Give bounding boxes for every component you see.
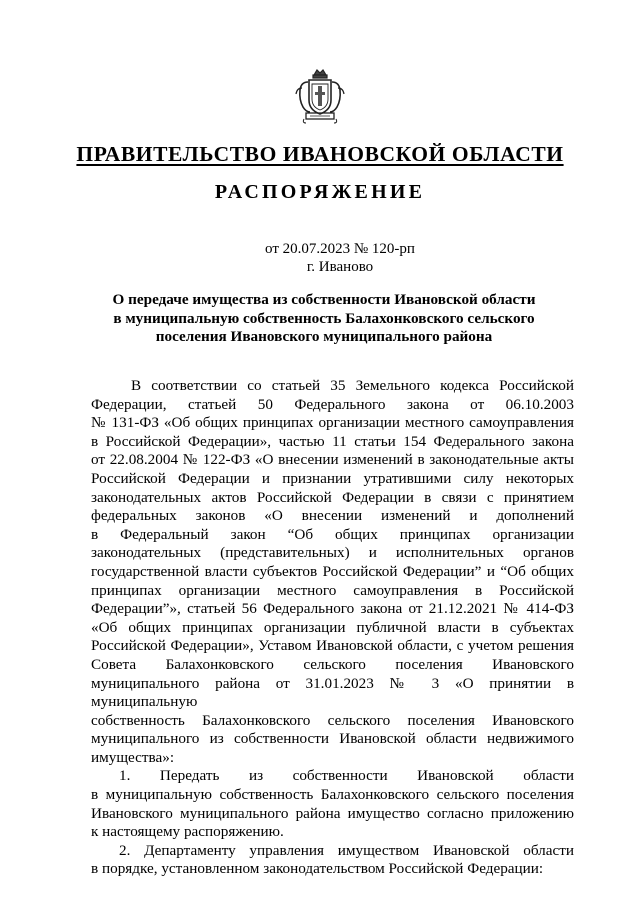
document-body — [91, 377, 574, 879]
body-line: 2. Департаменту управления имуществом Ивановской области — [119, 841, 574, 859]
body-line: муниципального из собственности Ивановской области недвижимого — [91, 730, 574, 748]
body-line: в порядке, установленном законодательством Российской Федерации: — [91, 860, 544, 878]
item-2-paragraph — [91, 842, 574, 879]
body-line: от 22.08.2004 № 122-ФЗ «О внесении изменений в законодательные акты — [91, 451, 574, 469]
body-line: муниципального района от 31.01.2023 № 3 «О принятии в муниципальную — [91, 674, 574, 711]
body-line: государственной власти субъектов Российской Федерации” и “Об общих — [91, 562, 574, 580]
subject-line: в муниципальную собственность Балахонковского сельского — [113, 309, 535, 327]
body-line: Российской Федерации», Уставом Ивановской области, с учетом решения — [91, 637, 574, 655]
body-line: Ивановского муниципального района имущество согласно приложению — [91, 804, 574, 822]
body-line: в Федеральный закон “Об общих принципах организации — [91, 525, 574, 543]
body-line: к настоящему распоряжению. — [91, 823, 284, 841]
item-1-paragraph — [91, 767, 574, 841]
body-line: Совета Балахонковского сельского поселения Ивановского — [91, 655, 574, 673]
document-date-number: от 20.07.2023 № 120-рп — [265, 241, 415, 257]
body-line: Российской Федерации и признании утратившими силу некоторых — [91, 469, 574, 487]
coat-of-arms-emblem — [292, 66, 348, 124]
body-line: 1. Передать из собственности Ивановской области — [119, 767, 574, 785]
body-line: Федерации”», статьей 56 Федерального закона от 21.12.2021 № 414-ФЗ — [91, 600, 574, 618]
body-line: федеральных законов «О внесении изменений и дополнений — [91, 507, 574, 525]
body-line: законодательных актов Российской Федерации в связи с принятием — [91, 488, 574, 506]
body-line: № 131-ФЗ «Об общих принципах организации местного самоуправления — [91, 414, 574, 432]
document-city: г. Иваново — [306, 259, 374, 275]
body-line: собственность Балахонковского сельского поселения Ивановского — [91, 711, 574, 729]
body-line: «Об общих принципах организации публичной власти в субъектах — [91, 618, 574, 636]
subject-line: поселения Ивановского муниципального района — [155, 328, 493, 345]
body-line: В соответствии со статьей 35 Земельного кодекса Российской — [131, 377, 574, 394]
body-line: Федерации, статьей 50 Федерального закона от 06.10.2003 — [91, 395, 574, 413]
subject-line: О передаче имущества из собственности Ивановской области — [112, 291, 536, 308]
preamble-paragraph — [91, 377, 574, 767]
body-line: имущества»: — [91, 748, 175, 766]
body-line: в муниципальную собственность Балахонковского сельского поселения — [91, 786, 574, 804]
document-type-heading: РАСПОРЯЖЕНИЕ — [214, 181, 426, 203]
document-subject — [104, 291, 544, 347]
government-name-heading: ПРАВИТЕЛЬСТВО ИВАНОВСКОЙ ОБЛАСТИ — [76, 142, 564, 166]
body-line: законодательных (представительных) и исполнительных органов — [91, 544, 574, 562]
body-line: в Российской Федерации», частью 11 статьи 154 Федерального закона — [91, 432, 574, 450]
body-line: принципах организации местного самоуправления в Российской — [91, 581, 574, 599]
